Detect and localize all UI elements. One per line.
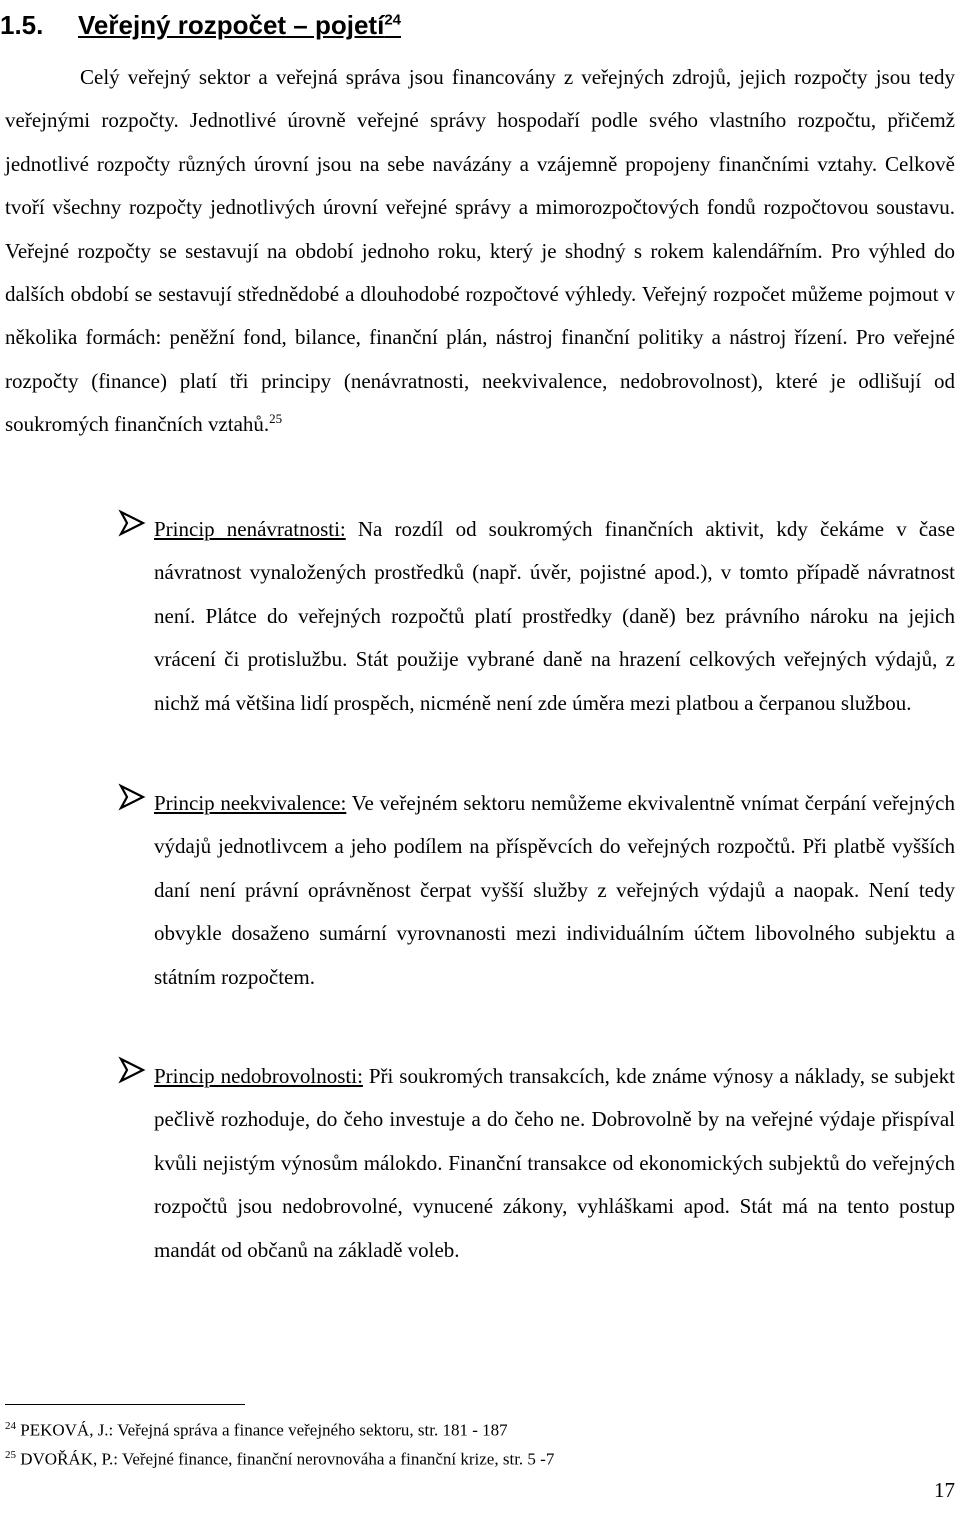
principle-body: Ve veřejném sektoru nemůžeme ekvivalentně vnímat čerpání veřejných výdajů jednotlivcem a jeho podílem na příspěvcích do veřejných rozpočtů. Při platbě vyšších daní není právní oprávněnost čerpat vyšší služby z veřejných výdajů a naopak. Není tedy obvykle dosaženo sumární vyrovnanosti mezi individuálním účtem libovolného subjektu a státním rozpočtem. [154,791,956,989]
footnote-text: DVOŘÁK, P.: Veřejné finance, finanční nerovnováha a finanční krize, str. 5 -7 [20,1449,555,1469]
principle-item [118,1055,955,1272]
footnote-ref-24[interactable]: 24 [384,11,401,28]
principle-text [154,508,955,725]
section-number: 1.5. [0,9,44,40]
principle-heading: Princip nedobrovolnosti: [154,1064,363,1088]
footnote-number: 25 [5,1448,16,1461]
intro-paragraph [5,56,955,447]
arrow-bullet-icon [118,782,148,812]
intro-text: Celý veřejný sektor a veřejná správa jsou financovány z veřejných zdrojů, jejich rozpočty jsou tedy veřejnými rozpočty. Jednotlivé úrovně veřejné správy hospodaří podle svého vlastního rozpočtu, přičemž jednotlivé rozpočty různých úrovní jsou na sebe navázány a vzájemně propojeny finančními vztahy. Celkově tvoří všechny rozpočty jednotlivých úrovní veřejné správy a mimorozpočtových fondů rozpočtovou soustavu. Veřejné rozpočty se sestavují na období jednoho roku, který je shodný s rokem kalendářním. Pro výhled do dalších období se sestavují střednědobé a dlouhodobé rozpočtové výhledy. Veřejný rozpočet můžeme pojmout v několika formách: peněžní fond, bilance, finanční plán, nástroj finanční politiky a nástroj řízení. Pro veřejné rozpočty (finance) platí tři principy (nenávratnosti, neekvivalence, nedobrovolnost), které je odlišují od soukromých finančních vztahů. [5,65,955,437]
principle-heading: Princip nenávratnosti: [154,517,346,541]
footnote-item [5,1414,945,1443]
section-title-text: Veřejný rozpočet – pojetí [78,9,385,40]
principle-item [118,508,955,725]
arrow-bullet-icon [118,508,148,538]
principle-item [118,782,955,999]
principle-body: Při soukromých transakcích, kde známe výnosy a náklady, se subjekt pečlivě rozhoduje, do čeho investuje a do čeho ne. Dobrovolně by na veřejné výdaje přispíval kvůli nejistým výnosům málokdo. Finanční transakce od ekonomických subjektů do veřejných rozpočtů jsou nedobrovolné, vynucené zákony, vyhláškami apod. Stát má na tento postup mandát od občanů na základě voleb. [154,1064,955,1262]
principle-text [154,1055,955,1272]
footnote-ref-25[interactable]: 25 [269,411,283,427]
footnote-number: 24 [5,1420,16,1432]
principle-heading: Princip neekvivalence: [154,791,347,815]
arrow-bullet-icon [118,1055,148,1085]
footnote-item [5,1443,945,1472]
principle-body: Na rozdíl od soukromých finančních aktivit, kdy čekáme v čase návratnost vynaložených prostředků (např. úvěr, pojistné apod.), v tomto případě návratnost není. Plátce do veřejných rozpočtů platí prostředky (daně) bez právního nároku na jejich vrácení či protislužbu. Stát použije vybrané daně na hrazení celkových veřejných výdajů, z nichž má většina lidí prospěch, nicméně není zde úměra mezi platbou a čerpanou službou. [154,517,955,715]
footnote-text: PEKOVÁ, J.: Veřejná správa a finance veřejného sektoru, str. 181 - 187 [20,1420,508,1440]
page-number: 17 [934,1478,955,1502]
footnotes [5,1414,945,1471]
principle-text [154,782,955,999]
section-title [78,10,401,40]
section-heading [0,0,401,40]
footnote-divider [5,1404,245,1405]
